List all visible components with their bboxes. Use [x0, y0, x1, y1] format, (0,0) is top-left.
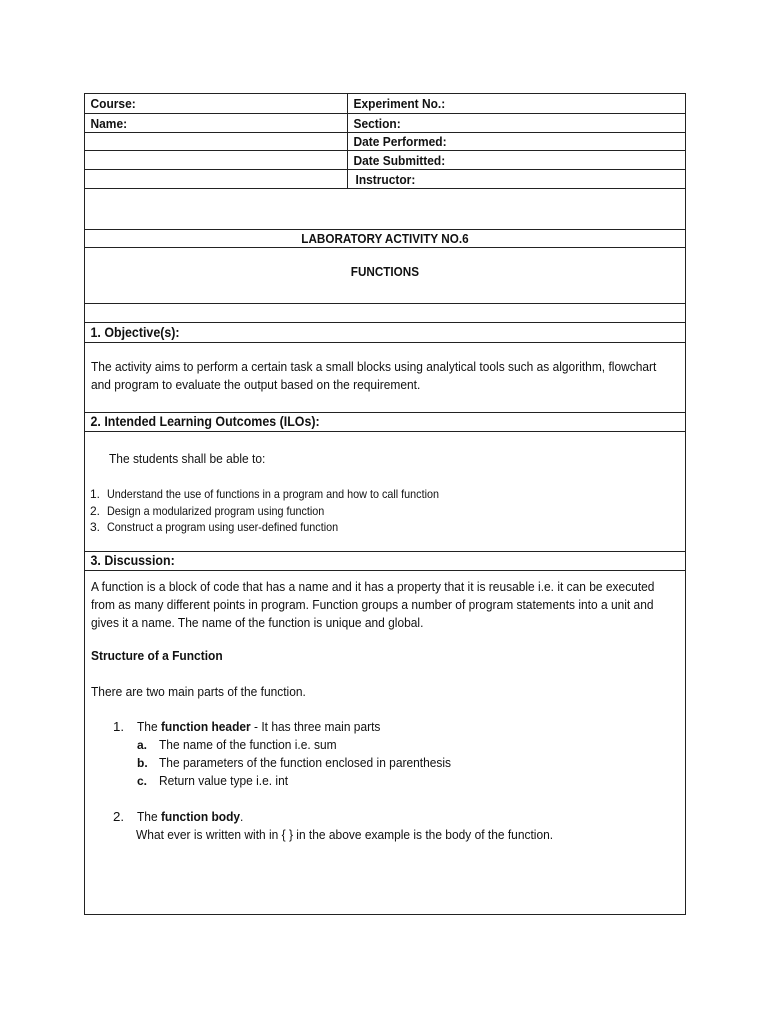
topic-title: FUNCTIONS — [350, 264, 420, 279]
structure-heading: Structure of a Function — [91, 648, 223, 663]
lab-sheet — [84, 93, 686, 915]
ilos-intro: The students shall be able to: — [109, 451, 266, 466]
sub-item: b. The parameters of the function enclosed in parenthesis — [137, 755, 452, 770]
discussion-line-3: gives it a name. The name of the function is unique and global. — [91, 615, 424, 630]
divider — [347, 170, 348, 188]
objectives-line-1: The activity aims to perform a certain task a small blocks using analytical tools such as algorithm, flowchart — [91, 359, 657, 374]
blank-row-2 — [85, 304, 685, 323]
experiment-label: Experiment No.: — [353, 96, 446, 111]
activity-title-row — [85, 230, 685, 248]
header-row-2 — [85, 114, 685, 133]
header-row-1 — [85, 94, 685, 114]
ilo-item: 1. Understand the use of functions in a program and how to call function — [90, 487, 440, 501]
course-label: Course: — [90, 96, 136, 111]
objectives-heading: 1. Objective(s): — [90, 325, 180, 340]
ilos-body — [85, 432, 685, 552]
date-submitted-label: Date Submitted: — [353, 153, 446, 168]
header-row-3 — [85, 133, 685, 151]
discussion-heading-row — [85, 552, 685, 571]
sub-item: c. Return value type i.e. int — [137, 773, 289, 788]
ilos-heading: 2. Intended Learning Outcomes (ILOs): — [90, 414, 320, 429]
instructor-label: Instructor: — [355, 172, 416, 187]
discussion-body — [85, 571, 685, 914]
section-label: Section: — [353, 116, 401, 131]
part-2: 2. The function body. — [113, 809, 244, 824]
objectives-body — [85, 343, 685, 413]
part-1-num: 1. — [113, 719, 125, 734]
objectives-line-2: and program to evaluate the output based on the requirement. — [91, 377, 421, 392]
topic-row — [85, 248, 685, 304]
discussion-line-2: from as many different points in program. Function groups a number of program statements into a unit and — [91, 597, 654, 612]
ilos-list — [90, 486, 476, 536]
sub-items — [131, 736, 490, 790]
function-header-term: function header — [160, 719, 251, 734]
blank-row — [85, 189, 685, 230]
part-1: 1. The function header - It has three main parts — [113, 719, 381, 734]
sub-item: a. The name of the function i.e. sum — [137, 737, 337, 752]
date-performed-label: Date Performed: — [353, 134, 447, 149]
two-parts-text: There are two main parts of the function. — [91, 684, 306, 699]
activity-title: LABORATORY ACTIVITY NO.6 — [301, 231, 469, 246]
ilo-item: 3. Construct a program using user-defined function — [90, 520, 339, 534]
part-2-description: What ever is written with in { } in the above example is the body of the function. — [136, 827, 554, 842]
header-row-5 — [85, 170, 685, 189]
name-label: Name: — [90, 116, 128, 131]
discussion-heading: 3. Discussion: — [90, 553, 175, 568]
header-row-4 — [85, 151, 685, 170]
part-2-num: 2. — [113, 809, 125, 824]
function-body-term: function body — [160, 809, 241, 824]
discussion-line-1: A function is a block of code that has a name and it has a property that it is reusable i.e. it can be executed — [91, 579, 655, 594]
ilos-heading-row — [85, 413, 685, 432]
objectives-heading-row — [85, 323, 685, 343]
ilo-item: 2. Design a modularized program using function — [90, 503, 325, 518]
